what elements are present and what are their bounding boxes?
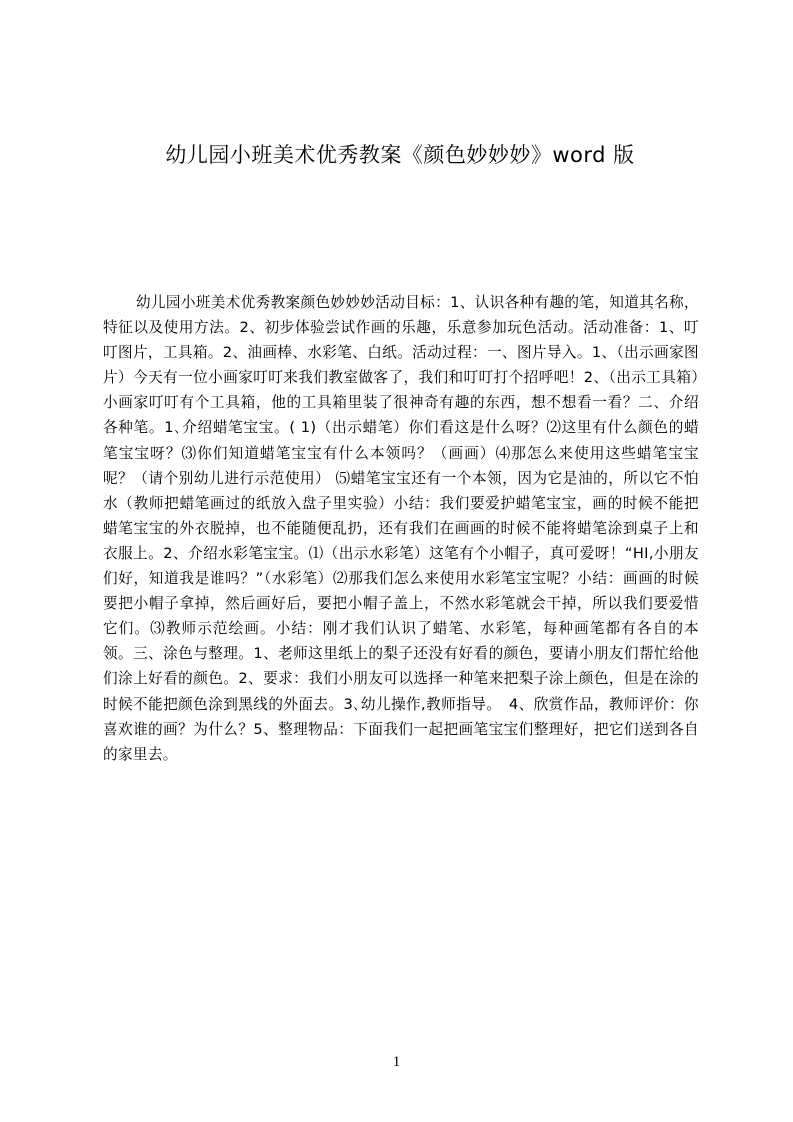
document-title: 幼儿园小班美术优秀教案《颜色妙妙妙》word 版 — [165, 143, 635, 167]
page-number: 1 — [392, 1054, 401, 1070]
body-paragraph: 幼儿园小班美术优秀教案颜色妙妙妙活动目标：1、认识各种有趣的笔，知道其名称，特征以及使用方法。2、初步体验尝试作画的乐趣，乐意参加玩色活动。活动准备：1、叮叮图片，工具箱。2、油画棒、水彩笔、白纸。活动过程：一、图片导入。1、（出示画家图片）今天有一位小画家叮叮来我们教室做客了，我们和叮叮打个招呼吧！2、（出示工具箱）小画家叮叮有个工具箱，他的工具箱里装了很神奇有趣的东西，想不想看一看？二、介绍各种笔。1､介绍蜡笔宝宝。( 1)（出示蜡笔）你们看这是什么呀？⑵这里有什么颜色的蜡笔宝宝呀？⑶你们知道蜡笔宝宝有什么本领吗？（画画）⑷那怎么来使用这些蜡笔宝宝呢？（请个别幼儿进行示范使用） ⑸蜡笔宝宝还有一个本领，因为它是油的，所以它不怕水（教师把蜡笔画过的纸放入盘子里实验）小结：我们要爱护蜡笔宝宝，画的时候不能把蜡笔宝宝的外衣脱掉，也不能随便乱扔，还有我们在画画的时候不能将蜡笔涂到桌子上和衣服上。2、介绍水彩笔宝宝。⑴（出示水彩笔）这笔有个小帽子，真可爱呀！“HI,小朋友们好，知道我是谁吗？”（水彩笔）⑵那我们怎么来使用水彩笔宝宝呢？小结：画画的时候要把小帽子拿掉，然后画好后，要把小帽子盖上，不然水彩笔就会干掉，所以我们要爱惜它们。⑶教师示范绘画。小结：刚才我们认识了蜡笔、水彩笔，每种画笔都有各自的本领。三、涂色与整理。1、老师这里纸上的梨子还没有好看的颜色，要请小朋友们帮忙给他们涂上好看的颜色。2、要求：我们小朋友可以选择一种笔来把梨子涂上颜色，但是在涂的时候不能把颜色涂到黑线的外面去。3､幼儿操作,教师指导。 4、欣赏作品，教师评价：你喜欢谁的画？为什么？5、整理物品：下面我们一起把画笔宝宝们整理好，把它们送到各自的家里去。 — [103, 294, 699, 763]
document-body — [103, 290, 699, 830]
